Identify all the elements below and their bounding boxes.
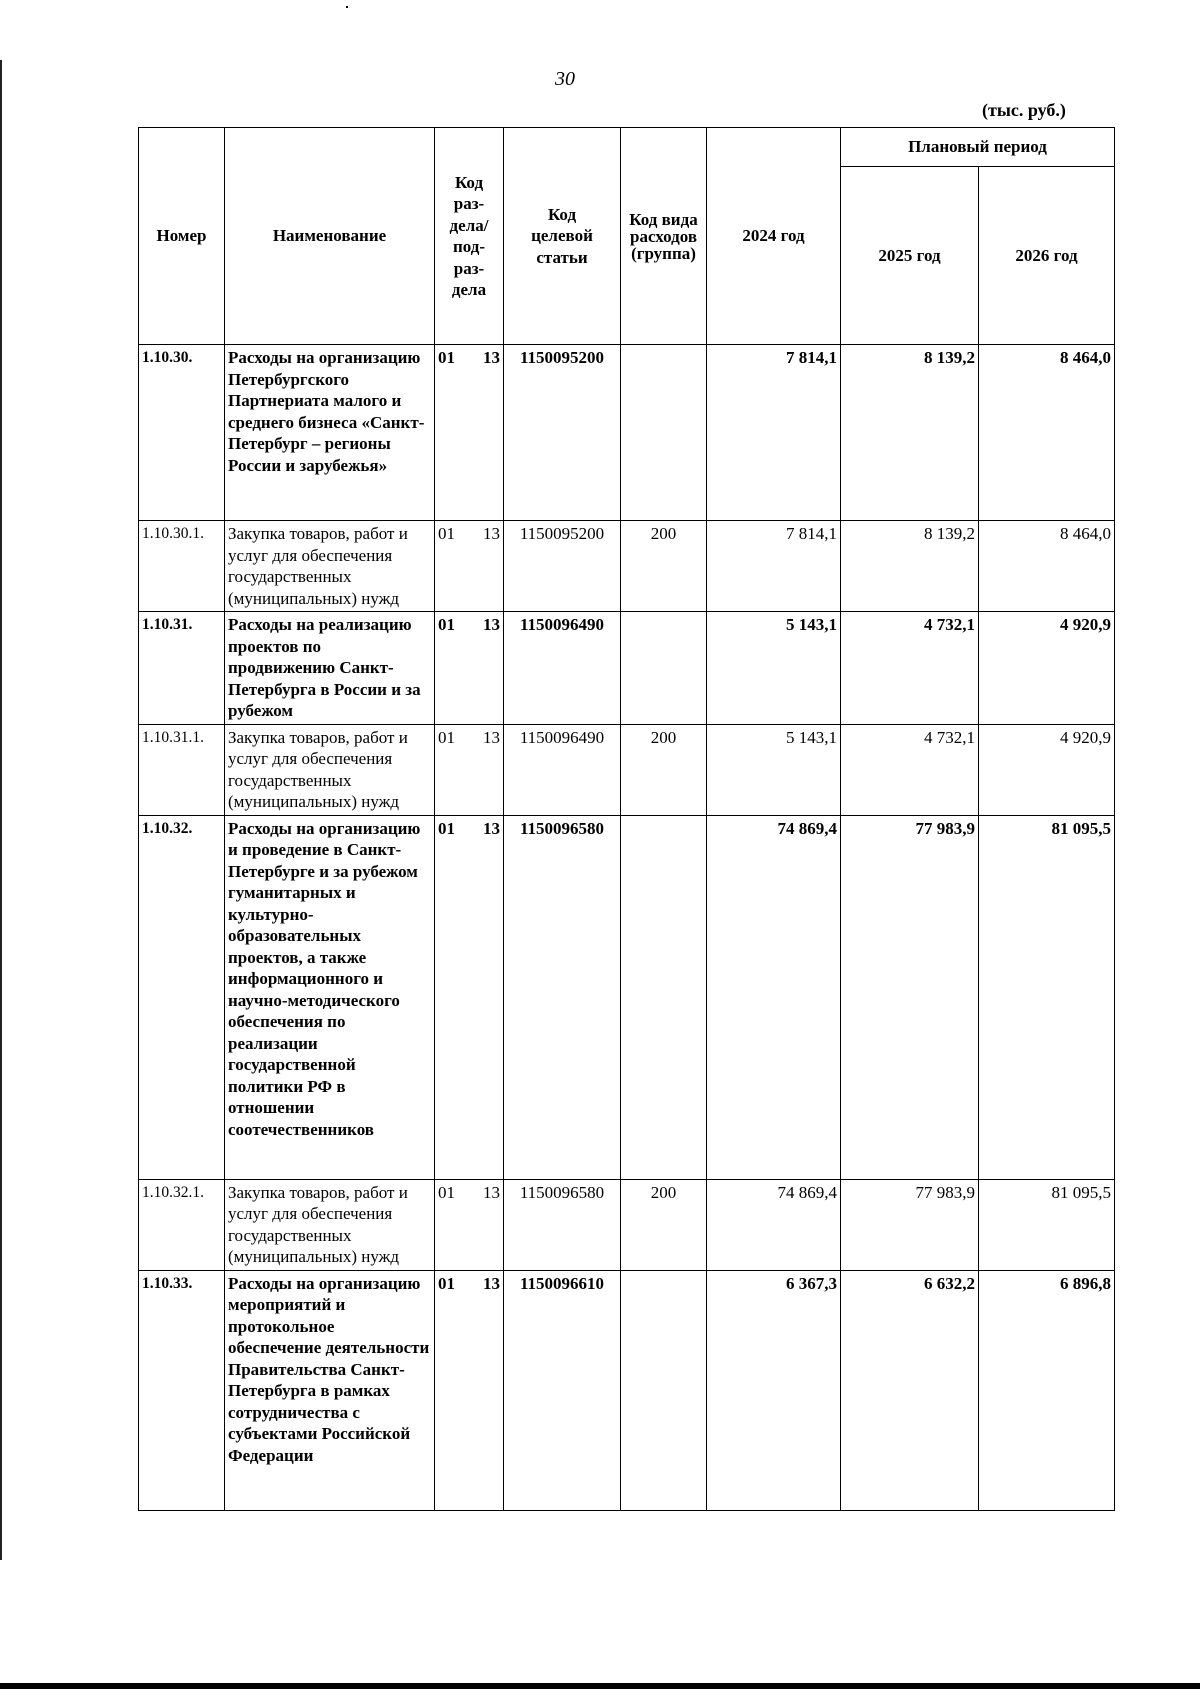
row-expense-group: 200	[621, 521, 707, 612]
row-amount-2024: 7 814,1	[707, 345, 841, 521]
page-number: 30	[555, 68, 575, 90]
row-number: 1.10.32.1.	[139, 1179, 225, 1270]
row-subsection: 13	[483, 1273, 500, 1293]
row-subsection: 13	[483, 615, 500, 634]
row-section-code	[435, 815, 504, 1179]
row-section-code	[435, 1270, 504, 1510]
row-amount-2025: 77 983,9	[841, 815, 979, 1179]
header-target-code: Код целевой статьи	[504, 128, 621, 345]
table-header-row	[139, 128, 1115, 167]
scan-mark-top	[346, 6, 348, 8]
row-amount-2026: 81 095,5	[979, 1179, 1115, 1270]
header-section-code: Код раз- дела/ под- раз- дела	[435, 128, 504, 345]
row-name: Закупка товаров, работ и услуг для обеспечения государственных (муниципальных) нужд	[225, 724, 435, 815]
row-number: 1.10.31.	[139, 612, 225, 725]
row-subsection: 13	[483, 348, 500, 367]
row-target-code: 1150095200	[504, 521, 621, 612]
row-number: 1.10.30.1.	[139, 521, 225, 612]
row-name: Расходы на реализацию проектов по продвижению Санкт-Петербурга в России и за рубежом	[225, 612, 435, 725]
row-number: 1.10.30.	[139, 345, 225, 521]
row-section-code	[435, 1179, 504, 1270]
row-expense-group	[621, 612, 707, 725]
row-number: 1.10.32.	[139, 815, 225, 1179]
row-amount-2024: 5 143,1	[707, 612, 841, 725]
row-section: 01	[438, 348, 455, 367]
table-row	[139, 1270, 1115, 1510]
row-expense-group	[621, 815, 707, 1179]
header-year-2025: 2025 год	[841, 167, 979, 345]
row-number: 1.10.33.	[139, 1270, 225, 1510]
row-section-code	[435, 521, 504, 612]
header-year-2026: 2026 год	[979, 167, 1115, 345]
row-section: 01	[438, 727, 455, 747]
row-amount-2025: 8 139,2	[841, 521, 979, 612]
row-target-code: 1150096580	[504, 1179, 621, 1270]
table-row	[139, 521, 1115, 612]
row-expense-group: 200	[621, 1179, 707, 1270]
row-section: 01	[438, 615, 455, 634]
table-body	[139, 345, 1115, 1511]
row-section: 01	[438, 1273, 455, 1293]
budget-table	[138, 127, 1115, 1511]
row-name: Закупка товаров, работ и услуг для обеспечения государственных (муниципальных) нужд	[225, 1179, 435, 1270]
row-amount-2024: 74 869,4	[707, 1179, 841, 1270]
row-amount-2026: 6 896,8	[979, 1270, 1115, 1510]
row-section: 01	[438, 524, 455, 543]
table-row	[139, 612, 1115, 725]
header-planned-period: Плановый период	[841, 128, 1115, 167]
row-section-code	[435, 724, 504, 815]
row-subsection: 13	[483, 1182, 500, 1202]
row-target-code: 1150095200	[504, 345, 621, 521]
row-section-code	[435, 612, 504, 725]
row-expense-group	[621, 1270, 707, 1510]
table-row	[139, 724, 1115, 815]
row-section: 01	[438, 818, 455, 838]
row-number: 1.10.31.1.	[139, 724, 225, 815]
header-expense-type: Код вида расходов (группа)	[621, 128, 707, 345]
units-label: (тыс. руб.)	[982, 100, 1066, 120]
row-target-code: 1150096580	[504, 815, 621, 1179]
row-target-code: 1150096610	[504, 1270, 621, 1510]
row-name: Расходы на организацию мероприятий и протокольное обеспечение деятельности Правительства Санкт-Петербурга в рамках сотрудничества с субъектами Российской Федерации	[225, 1270, 435, 1510]
row-amount-2026: 4 920,9	[979, 612, 1115, 725]
row-subsection: 13	[483, 524, 500, 543]
row-target-code: 1150096490	[504, 724, 621, 815]
row-amount-2025: 4 732,1	[841, 724, 979, 815]
row-amount-2024: 6 367,3	[707, 1270, 841, 1510]
row-section-code	[435, 345, 504, 521]
scan-mark-left	[0, 60, 2, 1560]
row-subsection: 13	[483, 727, 500, 747]
header-number: Номер	[139, 128, 225, 345]
row-amount-2025: 6 632,2	[841, 1270, 979, 1510]
row-name: Расходы на организацию и проведение в Санкт-Петербурге и за рубежом гуманитарных и культурно-образовательных проектов, а также информационного и научно-методического обеспечения по реализации государственной политики РФ в отношении соотечественников	[225, 815, 435, 1179]
row-amount-2024: 74 869,4	[707, 815, 841, 1179]
row-expense-group: 200	[621, 724, 707, 815]
header-year-2024: 2024 год	[707, 128, 841, 345]
row-subsection: 13	[483, 818, 500, 838]
row-name: Расходы на организацию Петербургского Партнериата малого и среднего бизнеса «Санкт-Петербург – регионы России и зарубежья»	[225, 345, 435, 521]
row-section: 01	[438, 1182, 455, 1202]
table-row	[139, 345, 1115, 521]
row-amount-2026: 4 920,9	[979, 724, 1115, 815]
row-name: Закупка товаров, работ и услуг для обеспечения государственных (муниципальных) нужд	[225, 521, 435, 612]
row-amount-2025: 4 732,1	[841, 612, 979, 725]
row-target-code: 1150096490	[504, 612, 621, 725]
row-amount-2026: 81 095,5	[979, 815, 1115, 1179]
row-amount-2026: 8 464,0	[979, 521, 1115, 612]
row-amount-2025: 77 983,9	[841, 1179, 979, 1270]
scan-bottom-edge	[0, 1683, 1200, 1689]
table-row	[139, 1179, 1115, 1270]
row-amount-2024: 5 143,1	[707, 724, 841, 815]
row-expense-group	[621, 345, 707, 521]
header-name: Наименование	[225, 128, 435, 345]
row-amount-2025: 8 139,2	[841, 345, 979, 521]
table-row	[139, 815, 1115, 1179]
row-amount-2026: 8 464,0	[979, 345, 1115, 521]
row-amount-2024: 7 814,1	[707, 521, 841, 612]
